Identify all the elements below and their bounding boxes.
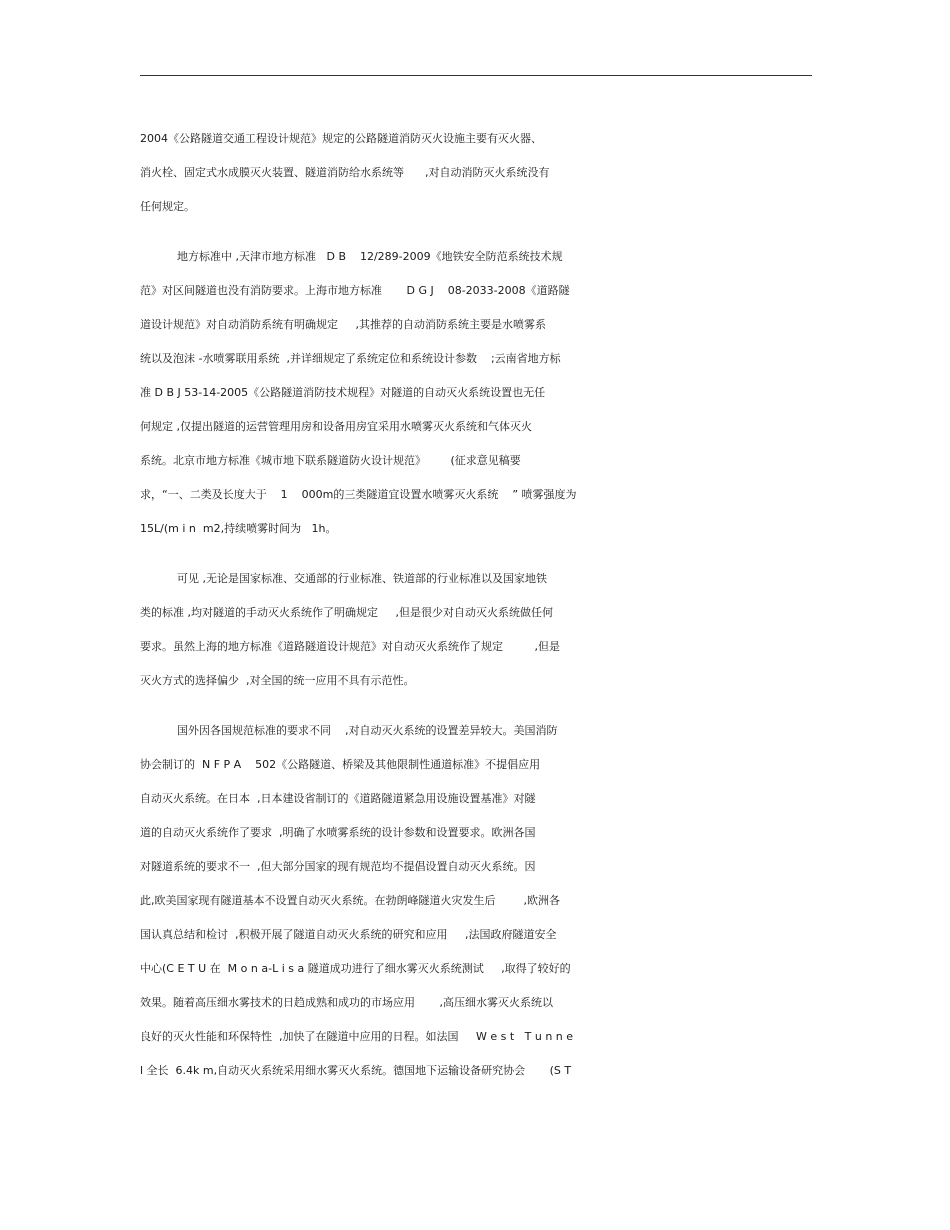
text-line: 此,欧美国家现有隧道基本不设置自动灭火系统。在勃朗峰隧道火灾发生后 ,欧洲各 [140,894,560,907]
text-line: 类的标准 ,均对隧道的手动灭火系统作了明确规定 ,但是很少对自动灭火系统做任何 [140,606,553,619]
text-line: 15L/(m i n m2,持续喷雾时间为 1h。 [140,522,337,535]
text-line: 要求。虽然上海的地方标准《道路隧道设计规范》对自动灭火系统作了规定 ,但是 [140,640,560,653]
text-line: 2004《公路隧道交通工程设计规范》规定的公路隧道消防灭火设施主要有灭火器、 [140,132,542,145]
body-text [140,122,820,1104]
paragraph-4 [140,714,820,1088]
paragraph-1 [140,122,820,224]
text-line: 道的自动灭火系统作了要求 ,明确了水喷雾系统的设计参数和设置要求。欧洲各国 [140,826,536,839]
text-line: 国外因各国规范标准的要求不同 ,对自动灭火系统的设置差异较大。美国消防 [177,724,558,737]
text-line: 自动灭火系统。在日本 ,日本建设省制订的《道路隧道紧急用设施设置基准》对隧 [140,792,536,805]
text-line: 消火栓、固定式水成膜灭火装置、隧道消防给水系统等 ,对自动消防灭火系统没有 [140,166,550,179]
header-rule [140,75,812,76]
text-line: 国认真总结和检讨 ,积极开展了隧道自动灭火系统的研究和应用 ,法国政府隧道安全 [140,928,557,941]
text-line: 何规定 ,仅提出隧道的运营管理用房和设备用房宜采用水喷雾灭火系统和气体灭火 [140,420,532,433]
text-line: 灭火方式的选择偏少 ,对全国的统一应用不具有示范性。 [140,674,415,687]
text-line: 协会制订的 N F P A 502《公路隧道、桥梁及其他限制性通道标准》不提倡应用 [140,758,541,771]
text-line: 统以及泡沫 -水喷雾联用系统 ,并详细规定了系统定位和系统设计参数 ;云南省地方标 [140,352,561,365]
text-line: 效果。随着高压细水雾技术的日趋成熟和成功的市场应用 ,高压细水雾灭火系统以 [140,996,553,1009]
paragraph-2 [140,240,820,546]
paragraph-3 [140,562,820,698]
text-line: 良好的灭火性能和环保特性 ,加快了在隧道中应用的日程。如法国 W e s t T u n n e [140,1030,574,1043]
text-line: 对隧道系统的要求不一 ,但大部分国家的现有规范均不提倡设置自动灭火系统。因 [140,860,536,873]
text-line: 地方标准中 ,天津市地方标准 D B 12/289-2009《地铁安全防范系统技术规 [177,250,563,263]
text-line: 中心(C E T U 在 M o n a-L i s a 隧道成功进行了细水雾灭火系统测试 ,取得了较好的 [140,962,571,975]
text-line: 范》对区间隧道也没有消防要求。上海市地方标准 D G J 08-2033-2008《道路隧 [140,284,570,297]
text-line: 任何规定。 [140,200,195,213]
text-line: l 全长 6.4k m,自动灭火系统采用细水雾灭火系统。德国地下运输设备研究协会 (S T [140,1064,572,1077]
text-line: 准 D B J 53-14-2005《公路隧道消防技术规程》对隧道的自动灭火系统设置也无任 [140,386,546,399]
text-line: 可见 ,无论是国家标准、交通部的行业标准、铁道部的行业标准以及国家地铁 [177,572,547,585]
text-line: 求，“一、二类及长度大于 1 000m的三类隧道宜设置水喷雾灭火系统 ” 喷雾强度为 [140,488,577,501]
text-line: 道设计规范》对自动消防系统有明确规定 ,其推荐的自动消防系统主要是水喷雾系 [140,318,546,331]
text-line: 系统。北京市地方标准《城市地下联系隧道防火设计规范》 (征求意见稿要 [140,454,521,467]
